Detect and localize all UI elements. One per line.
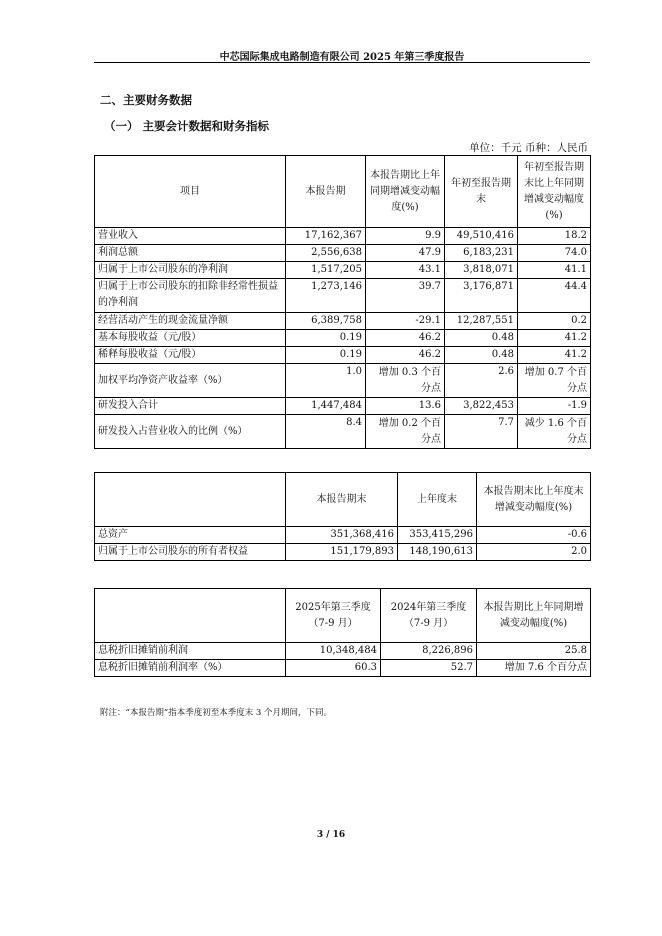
cell: 151,179,893 (286, 544, 398, 561)
header-cell (95, 473, 286, 527)
cell: 46.2 (366, 330, 445, 347)
row-label: 总资产 (95, 527, 286, 544)
table-row (95, 398, 591, 415)
cell: 1,447,484 (286, 398, 366, 415)
cell: 1,517,205 (286, 262, 366, 279)
cell: 10,348,484 (286, 643, 381, 660)
header-cell: 本报告期比上年同期增减变动幅度(%) (477, 589, 591, 643)
table-row (95, 330, 591, 347)
cell: 49,510,416 (445, 228, 518, 245)
cell: 46.2 (366, 347, 445, 364)
cell: 0.48 (445, 330, 518, 347)
table-row (95, 245, 591, 262)
row-label: 加权平均净资产收益率（%） (95, 364, 286, 398)
cell: 39.7 (366, 279, 445, 313)
footnote: 附注：“本报告期”指本季度初至本季度末 3 个月期间，下同。 (100, 708, 333, 718)
cell: 13.6 (366, 398, 445, 415)
cell: -1.9 (518, 398, 591, 415)
cell: 41.2 (518, 330, 591, 347)
cell: 0.48 (445, 347, 518, 364)
table-row (95, 313, 591, 330)
table-row (95, 279, 591, 313)
header-cell: 本报告期末 (286, 473, 398, 527)
table-row (95, 364, 591, 398)
cell: 41.2 (518, 347, 591, 364)
row-label: 经营活动产生的现金流量净额 (95, 313, 286, 330)
cell: 3,822,453 (445, 398, 518, 415)
row-label: 息税折旧摊销前利润率（%） (95, 660, 286, 677)
header-cell: 2024年第三季度（7-9 月） (381, 589, 477, 643)
cell: 18.2 (518, 228, 591, 245)
row-label: 归属于上市公司股东的净利润 (95, 262, 286, 279)
row-label: 归属于上市公司股东的所有者权益 (95, 544, 286, 561)
section-subtitle: （一） 主要会计数据和财务指标 (104, 119, 270, 133)
header-cell (95, 589, 286, 643)
balance-table (94, 472, 591, 561)
row-label: 研发投入占营业收入的比例（%） (95, 415, 286, 449)
main-financial-table (94, 155, 591, 449)
cell: 增加 0.2 个百分点 (366, 415, 445, 449)
cell: 43.1 (366, 262, 445, 279)
section-title: 二、主要财务数据 (100, 93, 192, 107)
cell: 44.4 (518, 279, 591, 313)
cell: 2.6 (445, 364, 518, 398)
row-label: 研发投入合计 (95, 398, 286, 415)
row-label: 稀释每股收益（元/股） (95, 347, 286, 364)
cell: -0.6 (477, 527, 591, 544)
row-label: 基本每股收益（元/股） (95, 330, 286, 347)
cell: 47.9 (366, 245, 445, 262)
cell: 0.19 (286, 347, 366, 364)
header-rule (94, 62, 590, 63)
header-cell: 年初至报告期末比上年同期增减变动幅度(%) (518, 156, 591, 228)
cell: 74.0 (518, 245, 591, 262)
row-label: 利润总额 (95, 245, 286, 262)
table-row (95, 643, 591, 660)
cell: 3,176,871 (445, 279, 518, 313)
cell: 6,183,231 (445, 245, 518, 262)
cell: 1.0 (286, 364, 366, 398)
table-row (95, 415, 591, 449)
table-header-row (95, 473, 591, 527)
cell: 减少 1.6 个百分点 (518, 415, 591, 449)
cell: 8.4 (286, 415, 366, 449)
cell: 148,190,613 (398, 544, 477, 561)
row-label: 营业收入 (95, 228, 286, 245)
cell: 60.3 (286, 660, 381, 677)
cell: 17,162,367 (286, 228, 366, 245)
cell: 41.1 (518, 262, 591, 279)
cell: 2,556,638 (286, 245, 366, 262)
cell: 353,415,296 (398, 527, 477, 544)
table-row (95, 262, 591, 279)
cell: 12,287,551 (445, 313, 518, 330)
cell: 增加 0.3 个百分点 (366, 364, 445, 398)
cell: 增加 0.7 个百分点 (518, 364, 591, 398)
table-row (95, 347, 591, 364)
report-header: 中芯国际集成电路制造有限公司 2025 年第三季度报告 (219, 52, 465, 63)
table-row (95, 228, 591, 245)
cell: 3,818,071 (445, 262, 518, 279)
row-label: 息税折旧摊销前利润 (95, 643, 286, 660)
cell: 8,226,896 (381, 643, 477, 660)
cell: -29.1 (366, 313, 445, 330)
unit-label: 单位：千元 币种：人民币 (469, 142, 588, 154)
cell: 2.0 (477, 544, 591, 561)
header-cell: 上年度末 (398, 473, 477, 527)
cell: 25.8 (477, 643, 591, 660)
cell: 6,389,758 (286, 313, 366, 330)
cell: 增加 7.6 个百分点 (477, 660, 591, 677)
table-row (95, 544, 591, 561)
cell: 9.9 (366, 228, 445, 245)
cell: 7.7 (445, 415, 518, 449)
cell: 52.7 (381, 660, 477, 677)
table-header-row (95, 156, 591, 228)
header-cell: 本报告期 (286, 156, 366, 228)
ebitda-table (94, 588, 591, 677)
header-cell: 项目 (95, 156, 286, 228)
table-row (95, 660, 591, 677)
cell: 1,273,146 (286, 279, 366, 313)
header-cell: 本报告期末比上年度末增减变动幅度(%) (477, 473, 591, 527)
page-number: 3 / 16 (316, 830, 346, 840)
header-cell: 本报告期比上年同期增减变动幅度(%) (366, 156, 445, 228)
cell: 0.2 (518, 313, 591, 330)
header-cell: 2025年第三季度（7-9 月） (286, 589, 381, 643)
table-header-row (95, 589, 591, 643)
table-row (95, 527, 591, 544)
cell: 0.19 (286, 330, 366, 347)
cell: 351,368,416 (286, 527, 398, 544)
header-cell: 年初至报告期末 (445, 156, 518, 228)
row-label: 归属于上市公司股东的扣除非经常性损益的净利润 (95, 279, 286, 313)
